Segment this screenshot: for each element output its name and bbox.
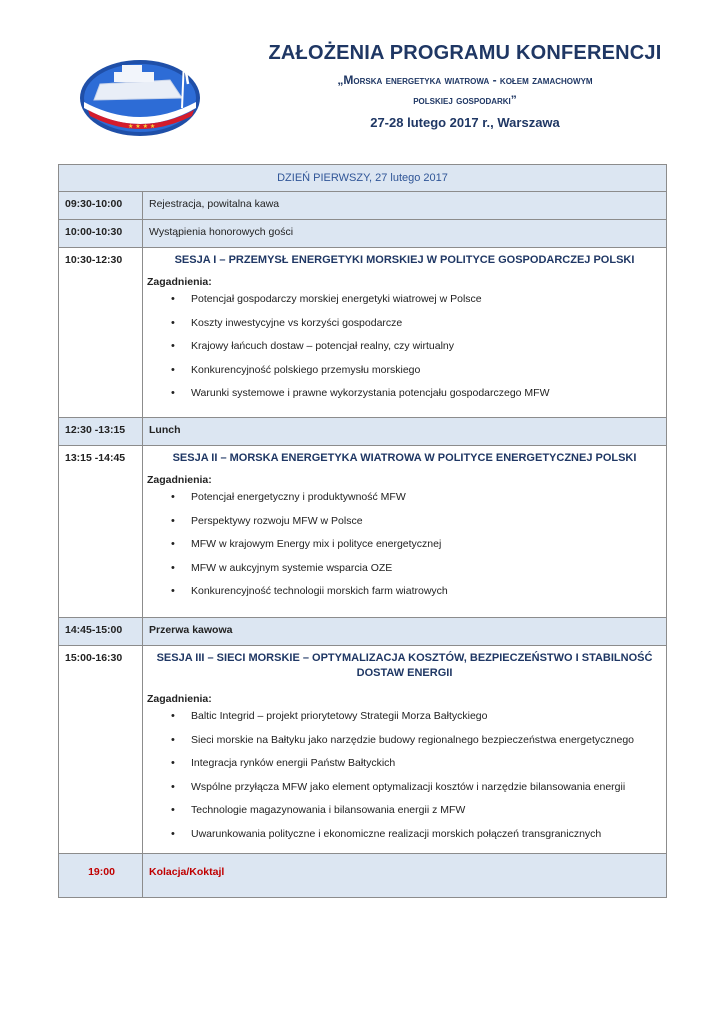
time-cell: 13:15 -14:45	[59, 446, 143, 618]
list-item: • MFW w krajowym Energy mix i polityce energetycznej	[171, 533, 666, 557]
session-title-line2: DOSTAW ENERGII	[356, 667, 453, 679]
table-row	[59, 418, 667, 446]
time-cell: 12:30 -13:15	[59, 418, 143, 446]
conference-logo	[70, 40, 220, 140]
agenda-item: Lunch	[143, 418, 667, 446]
list-item: • Krajowy łańcuch dostaw – potencjał realny, czy wirtualny	[171, 335, 666, 359]
document-title: ZAŁOŻENIA PROGRAMU KONFERENCJI	[268, 42, 662, 64]
day-header: DZIEŃ PIERWSZY, 27 lutego 2017	[59, 165, 667, 192]
time-cell: 14:45-15:00	[59, 618, 143, 646]
svg-text:★ ★ ★ ★: ★ ★ ★ ★	[128, 123, 156, 130]
list-item: • MFW w aukcyjnym systemie wsparcia OZE	[171, 557, 666, 581]
time-cell: 09:30-10:00	[59, 192, 143, 220]
table-row	[59, 192, 667, 220]
topics-label: Zagadnienia:	[147, 276, 212, 288]
agenda-item: Rejestracja, powitalna kawa	[143, 192, 667, 220]
time-cell: 15:00-16:30	[59, 646, 143, 854]
session-row	[59, 248, 667, 418]
topics-label: Zagadnienia:	[147, 474, 212, 486]
conference-name-line1: „Morska energetyka wiatrowa - kołem zamachowym	[337, 73, 593, 87]
list-item: • Perspektywy rozwoju MFW w Polsce	[171, 510, 666, 534]
list-item: • Uwarunkowania polityczne i ekonomiczne realizacji morskich połączeń transgranicznych	[171, 823, 666, 847]
session-title: SESJA I – PRZEMYSŁ ENERGETYKI MORSKIEJ W POLITYCE GOSPODARCZEJ POLSKI	[174, 254, 635, 266]
list-item: • Warunki systemowe i prawne wykorzystania potencjału gospodarczego MFW	[171, 382, 666, 406]
list-item: • Konkurencyjność polskiego przemysłu morskiego	[171, 359, 666, 383]
list-item: • Konkurencyjność technologii morskich farm wiatrowych	[171, 580, 666, 604]
list-item: • Potencjał gospodarczy morskiej energetyki wiatrowej w Polsce	[171, 288, 666, 312]
session-title-line1: SESJA III – SIECI MORSKIE – OPTYMALIZACJA KOSZTÓW, BEZPIECZEŃSTWO I STABILNOŚĆ	[156, 652, 653, 664]
list-item: • Technologie magazynowania i bilansowania energii z MFW	[171, 799, 666, 823]
topic-list	[143, 288, 666, 406]
list-item: • Wspólne przyłącza MFW jako element optymalizacji kosztów i narzędzie bilansowania energii	[171, 776, 666, 800]
date-place: 27-28 lutego 2017 r., Warszawa	[370, 115, 560, 130]
session-row	[59, 446, 667, 618]
topic-list	[143, 486, 666, 604]
session-cell	[143, 646, 667, 854]
agenda-item: Przerwa kawowa	[143, 618, 667, 646]
conference-name-line2: polskiej gospodarki”	[413, 93, 517, 107]
document-header	[230, 42, 700, 130]
agenda-item: Wystąpienia honorowych gości	[143, 220, 667, 248]
session-title	[143, 652, 666, 679]
table-row	[59, 220, 667, 248]
time-cell: 10:30-12:30	[59, 248, 143, 418]
topics-label: Zagadnienia:	[147, 693, 212, 705]
day-header-row	[59, 165, 667, 192]
session-row	[59, 646, 667, 854]
table-row	[59, 618, 667, 646]
list-item: • Integracja rynków energii Państw Bałtyckich	[171, 752, 666, 776]
program-table	[58, 164, 667, 898]
list-item: • Sieci morskie na Bałtyku jako narzędzie budowy regionalnego bezpieczeństwa energetycznego	[171, 729, 666, 753]
list-item: • Potencjał energetyczny i produktywność MFW	[171, 486, 666, 510]
table-row	[59, 854, 667, 898]
session-title: SESJA II – MORSKA ENERGETYKA WIATROWA W POLITYCE ENERGETYCZNEJ POLSKI	[172, 452, 637, 464]
time-cell: 10:00-10:30	[59, 220, 143, 248]
topic-list	[143, 705, 666, 846]
session-cell	[143, 446, 667, 618]
time-cell: 19:00	[59, 854, 143, 898]
session-cell	[143, 248, 667, 418]
list-item: • Baltic Integrid – projekt priorytetowy Strategii Morza Bałtyckiego	[171, 705, 666, 729]
list-item: • Koszty inwestycyjne vs korzyści gospodarcze	[171, 312, 666, 336]
ship-wind-turbine-icon	[70, 40, 220, 140]
agenda-item: Kolacja/Koktajl	[143, 854, 667, 898]
